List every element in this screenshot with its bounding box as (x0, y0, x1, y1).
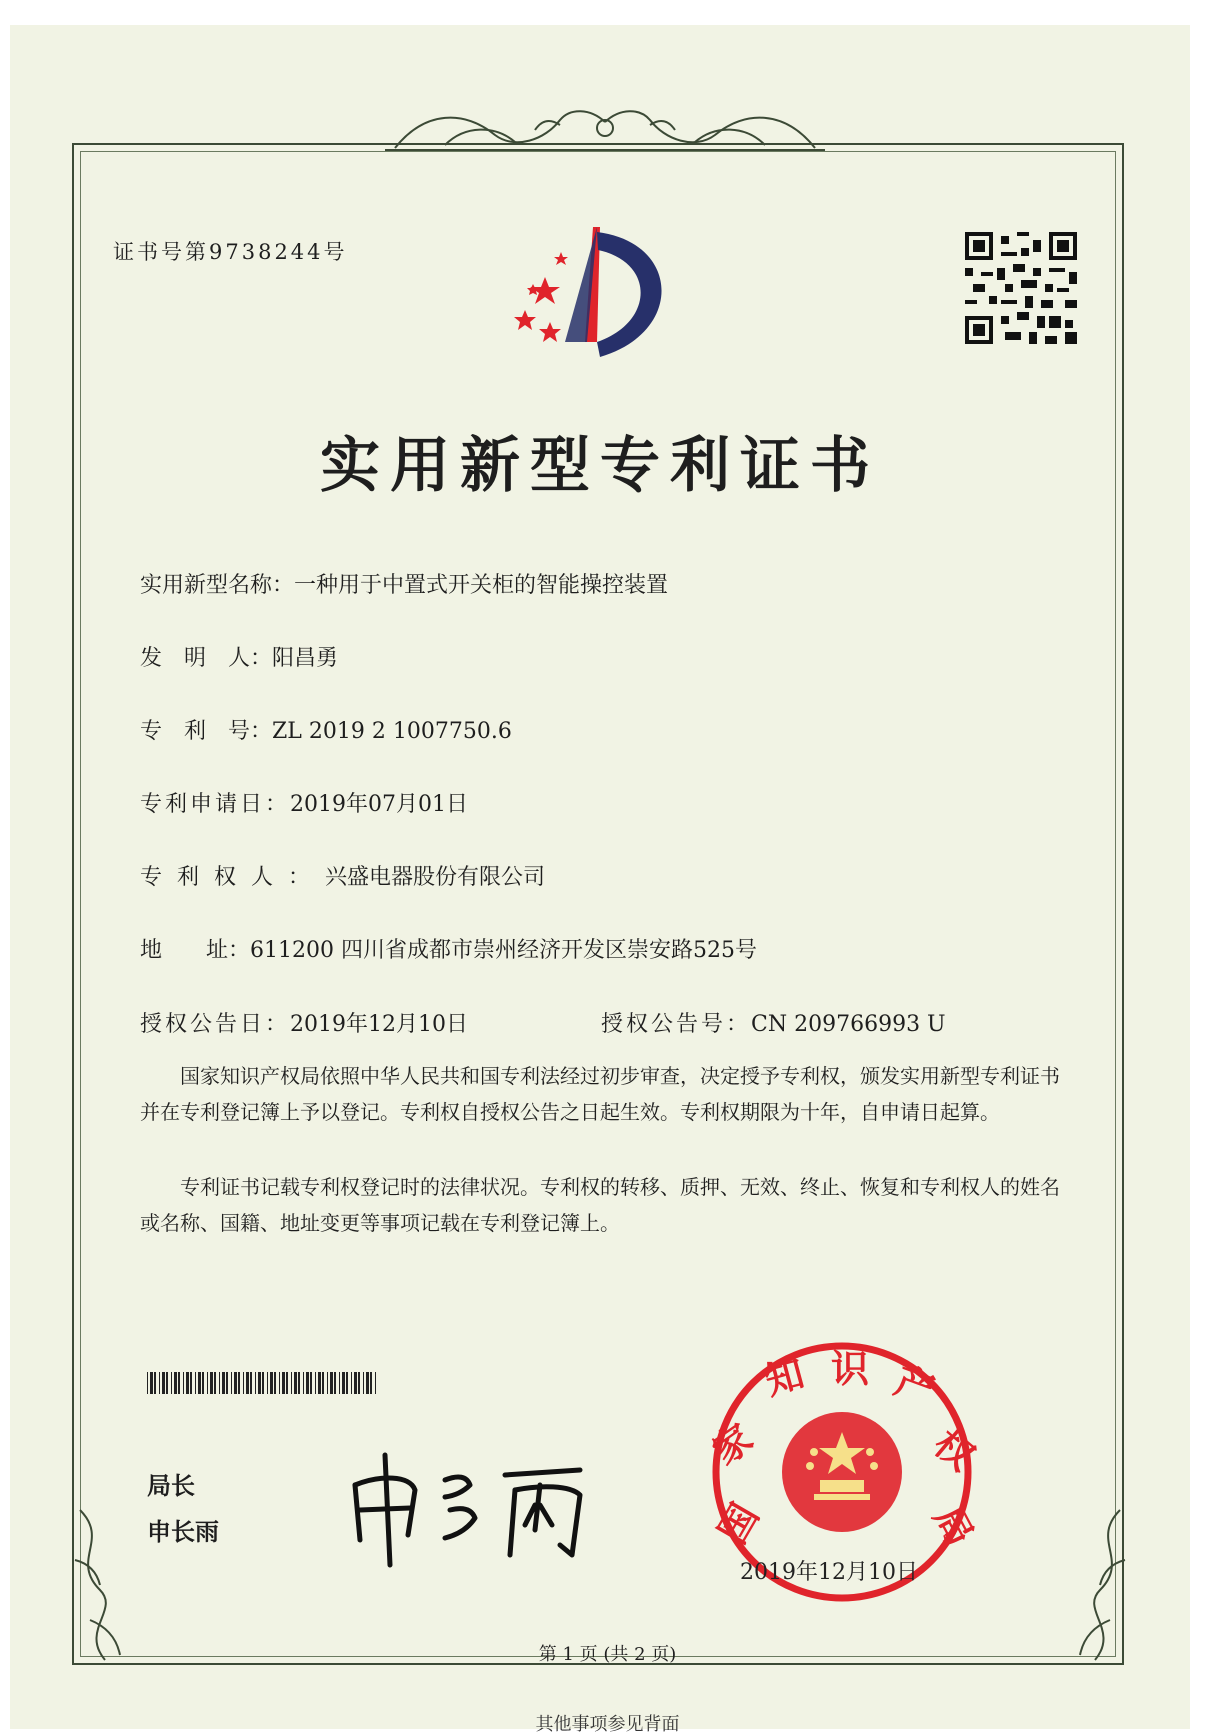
field-label: 授权公告号： (601, 1012, 752, 1037)
field-label: 专 利 号： (140, 719, 273, 744)
svg-text:产: 产 (889, 1358, 940, 1413)
seal-date: 2019年12月10日 (740, 1560, 918, 1585)
bottom-note: 其他事项参见背面 (535, 1714, 680, 1735)
field-application-date (140, 787, 468, 818)
field-value: CN 209766993 U (751, 1012, 946, 1037)
field-label: 地 址： (140, 938, 251, 963)
barcode-icon (147, 1372, 379, 1394)
director-signature-icon (340, 1440, 610, 1570)
qr-code-icon (965, 232, 1077, 344)
svg-text:识: 识 (830, 1347, 870, 1391)
field-patent-number (140, 714, 512, 745)
top-ornament-icon (385, 100, 825, 155)
page-number: 第 1 页 (共 2 页) (538, 1644, 677, 1665)
field-address (140, 933, 757, 964)
svg-text:知: 知 (760, 1351, 809, 1404)
field-label: 专利权人： (140, 865, 326, 890)
certificate-title: 实用新型专利证书 (320, 431, 880, 501)
paragraph-legal-status: 专利证书记载专利权登记时的法律状况。专利权的转移、质押、无效、终止、恢复和专利权人的姓名或名称、国籍、地址变更等事项记载在专利登记簿上。 (140, 1175, 1060, 1235)
svg-text:局: 局 (925, 1498, 982, 1554)
field-value: ZL 2019 2 1007750.6 (272, 719, 512, 744)
director-title: 局长 (147, 1472, 195, 1500)
field-value: 阳昌勇 (272, 646, 339, 671)
field-grant-announcement-date (140, 1007, 468, 1038)
director-name: 申长雨 (147, 1518, 219, 1546)
field-value: 611200 四川省成都市崇州经济开发区崇安路525号 (250, 938, 757, 963)
field-utility-model-name (140, 568, 668, 599)
field-label: 实用新型名称： (140, 573, 295, 598)
field-value: 兴盛电器股份有限公司 (325, 865, 546, 890)
field-value: 2019年12月10日 (290, 1012, 468, 1037)
svg-text:国: 国 (710, 1496, 768, 1551)
field-value: 一种用于中置式开关柜的智能操控装置 (294, 573, 669, 598)
field-inventor (140, 641, 338, 672)
field-patentee (140, 860, 545, 891)
field-label: 授权公告日： (140, 1012, 291, 1037)
director-block (147, 1463, 219, 1555)
field-value: 2019年07月01日 (290, 792, 468, 817)
field-label: 专利申请日： (140, 792, 291, 817)
svg-text:权: 权 (925, 1420, 984, 1480)
certificate-number: 证书号第9738244号 (113, 240, 348, 264)
svg-text:家: 家 (704, 1415, 761, 1474)
patent-office-emblem-icon (505, 222, 695, 372)
field-grant-announcement-number (601, 1007, 946, 1038)
field-label: 发 明 人： (140, 646, 273, 671)
paragraph-grant-statement: 国家知识产权局依照中华人民共和国专利法经过初步审查，决定授予专利权，颁发实用新型专利证书并在专利登记簿上予以登记。专利权自授权公告之日起生效。专利权期限为十年，自申请日起算。 (140, 1064, 1060, 1124)
